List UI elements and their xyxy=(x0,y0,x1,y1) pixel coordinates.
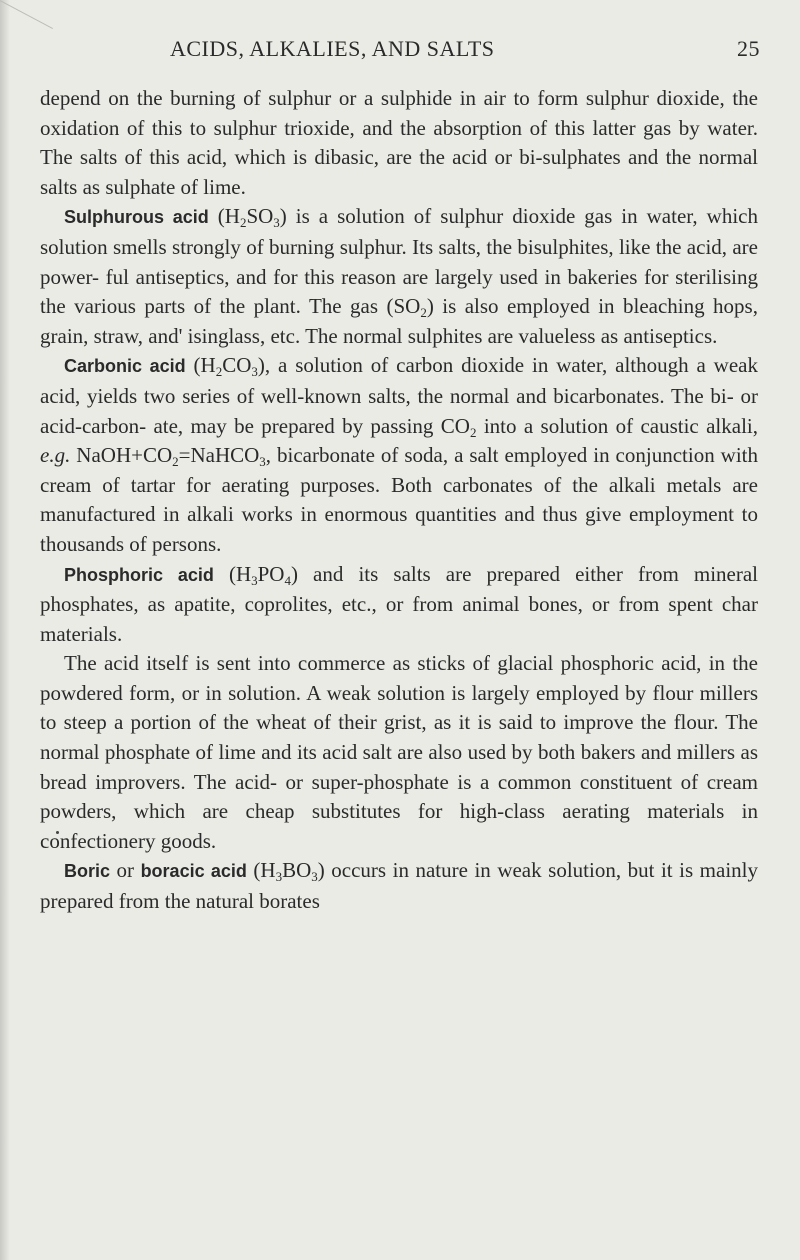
text-run: (H xyxy=(185,353,216,378)
page-body xyxy=(40,84,758,917)
subscript: 3 xyxy=(275,869,283,885)
running-head: ACIDS, ALKALIES, AND SALTS xyxy=(170,36,495,61)
paragraph-carbonic-acid xyxy=(40,351,758,559)
text-run: or xyxy=(110,858,141,883)
paragraph-phosphoric-uses: The acid itself is sent into commerce as sticks of glacial phosphoric acid, in the powdered form, or in solution. A weak solution is largely employed by flour millers to steep a portion of the wheat of their grist, as it is said to improve the flour. The normal phosphate of lime and its acid salt are also used by both bakers and millers as bread improvers. The acid- or super-phosphate is a common constituent of cream powders, which are cheap substitutes for high-class aerating materials in confectionery goods. xyxy=(40,651,758,853)
subscript: 3 xyxy=(259,454,266,470)
subscript: 2 xyxy=(420,305,427,321)
italic-eg: e.g. xyxy=(40,443,71,468)
text-run: ) is a solution of sulphur dioxide gas in water, which solution smells strongly of burning sulphur. Its salts, the bisulphites, like the acid, are power- ful antiseptics, and for this reason are largely used in bakeries for sterilising the various parts of the plant. The gas (SO xyxy=(40,204,758,319)
term-sulphurous-acid: Sulphurous acid xyxy=(64,207,209,228)
subscript: 2 xyxy=(172,454,179,470)
subscript: 3 xyxy=(273,215,280,231)
text-run: SO xyxy=(246,204,274,229)
text-run: CO xyxy=(222,353,252,378)
paragraph-sulphurous-acid xyxy=(40,202,758,351)
paragraph-sulphuric-continued: depend on the burning of sulphur or a sulphide in air to form sulphur dioxide, the oxidation of this to sulphur trioxide, and the absorption of this latter gas by water. The salts of this acid, which is dibasic, are the acid or bi-sulphates and the normal salts as sulphate of lime. xyxy=(40,86,758,199)
page-number: 25 xyxy=(737,36,760,61)
text-run: ) is also employed in bleaching hops, grain, straw, and' isinglass, etc. The normal sulphites are valueless as antiseptics. xyxy=(40,294,758,348)
page-header xyxy=(40,36,760,68)
page-edge-shadow xyxy=(0,0,10,1260)
subscript: 2 xyxy=(239,215,247,231)
subscript: 2 xyxy=(469,424,477,440)
text-run: BO xyxy=(282,858,312,883)
text-run: NaOH+CO xyxy=(70,443,173,468)
subscript: 3 xyxy=(311,869,318,885)
text-run: , bicarbonate of soda, a salt employed in conjunction with cream of tartar for aerating purposes. Both carbonates of the alkali metals are manufactured in alkali works in enormous quantities and thus give employment to thousands of persons. xyxy=(40,443,758,556)
text-run: PO xyxy=(257,561,285,586)
paragraph-boric-acid xyxy=(40,856,758,916)
term-boric: Boric xyxy=(64,861,111,882)
text-run: (H xyxy=(246,858,276,883)
subscript: 3 xyxy=(251,572,258,588)
text-run: ), a solution of carbon dioxide in water, although a weak acid, yields two series of well-known salts, the normal and bicarbonates. The bi- or acid-carbon- ate, may be prepared by passing CO xyxy=(40,353,758,438)
subscript: 3 xyxy=(251,364,258,380)
text-run: into a solution of caustic alkali, xyxy=(476,413,759,438)
term-carbonic-acid: Carbonic acid xyxy=(64,356,186,377)
term-boracic-acid: boracic acid xyxy=(140,861,247,882)
subscript: 2 xyxy=(215,364,223,380)
text-run: (H xyxy=(213,561,252,586)
text-run: ) occurs in nature in weak solution, but it is mainly prepared from the natural borates xyxy=(40,858,758,914)
term-phosphoric-acid: Phosphoric acid xyxy=(64,564,214,585)
paragraph-phosphoric-acid xyxy=(40,560,758,650)
text-run: (H xyxy=(208,204,240,229)
text-run: =NaHCO xyxy=(178,443,260,468)
text-run: ) and its salts are prepared either from mineral phosphates, as apatite, coprolites, etc., or from animal bones, or from spent char materials. xyxy=(40,561,758,646)
subscript: 4 xyxy=(284,572,291,588)
